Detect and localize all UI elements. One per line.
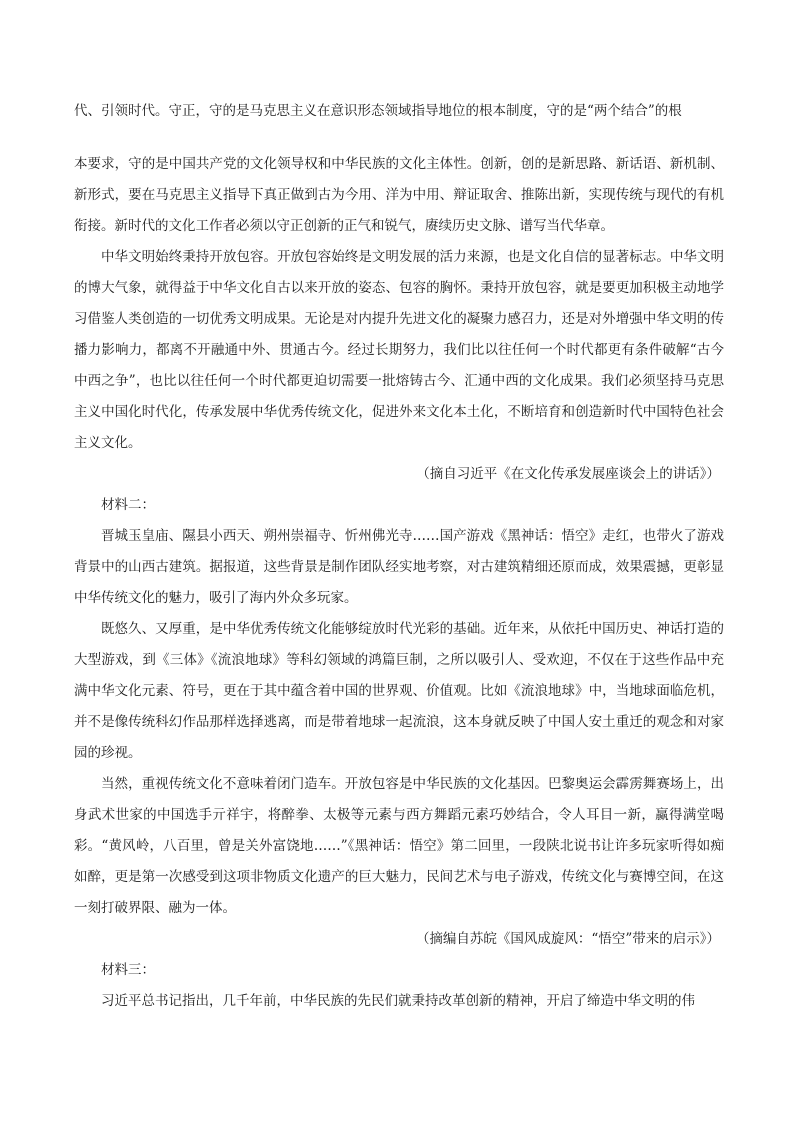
paragraph-5: 当然，重视传统文化不意味着闭门造车。开放包容是中华民族的文化基因。巴黎奥运会霹雳舞赛场上，出身武术世家的中国选手亓祥宇，将醉拳、太极等元素与西方舞蹈元素巧妙结合，令人耳目一新，赢得满堂喝彩。“黄风岭，八百里，曾是关外富饶地……”《黑神话：悟空》第二回里，一段陕北说书让许多玩家听得如痴如醉，更是第一次感受到这项非物质文化遗产的巨大魅力，民间艺术与电子游戏，传统文化与赛博空间，在这一刻打破界限、融为一体。 (74, 776, 724, 916)
paragraph-3: 晋城玉皇庙、隰县小西天、朔州崇福寺、忻州佛光寺……国产游戏《黑神话：悟空》走红，也带火了游戏背景中的山西古建筑。据报道，这些背景是制作团队经实地考察，对古建筑精细还原而成，效果震撼，更彰显中华传统文化的魅力，吸引了海内外众多玩家。 (74, 528, 724, 606)
source-citation-1: （摘自习近平《在文化传承发展座谈会上的讲话》） (416, 466, 720, 482)
paragraph-1-continued: 本要求，守的是中国共产党的文化领导权和中华民族的文化主体性。创新，创的是新思路、新话语、新机制、新形式，要在马克思主义指导下真正做到古为今用、洋为中用、辩证取舍、推陈出新，实现传统与现代的有机衔接。新时代的文化工作者必须以守正创新的正气和锐气，赓续历史文脉、谱写当代华章。 (74, 156, 724, 234)
source-citation-2: （摘编自苏皖《国风成旋风：“悟空”带来的启示》） (415, 931, 720, 947)
top-line-block (74, 96, 724, 127)
paragraph-6: 习近平总书记指出，几千年前，中华民族的先民们就秉持改革创新的精神，开启了缔造中华文明的伟 (101, 993, 695, 1009)
body-text (74, 149, 724, 1017)
top-line: 代、引领时代。守正，守的是马克思主义在意识形态领域指导地位的根本制度，守的是“两个结合”的根 (74, 103, 682, 119)
paragraph-2: 中华文明始终秉持开放包容。开放包容始终是文明发展的活力来源，也是文化自信的显著标志。中华文明的博大气象，就得益于中华文化自古以来开放的姿态、包容的胸怀。秉持开放包容，就是要更加积极主动地学习借鉴人类创造的一切优秀文明成果。无论是对内提升先进文化的凝聚力感召力，还是对外增强中华文明的传播力影响力，都离不开融通中外、贯通古今。经过长期努力，我们比以往任何一个时代都更有条件破解“古今中西之争”，也比以往任何一个时代都更迫切需要一批熔铸古今、汇通中西的文化成果。我们必须坚持马克思主义中国化时代化，传承发展中华优秀传统文化，促进外来文化本土化，不断培育和创造新时代中国特色社会主义文化。 (74, 249, 724, 451)
material-two-label: 材料二： (101, 497, 155, 513)
paragraph-4: 既悠久、又厚重，是中华优秀传统文化能够绽放时代光彩的基础。近年来，从依托中国历史、神话打造的大型游戏，到《三体》《流浪地球》等科幻领域的鸿篇巨制，之所以吸引人、受欢迎，不仅在于这些作品中充满中华文化元素、符号，更在于其中蕴含着中国的世界观、价值观。比如《流浪地球》中，当地球面临危机，并不是像传统科幻作品那样选择逃离，而是带着地球一起流浪，这本身就反映了中国人安土重迁的观念和对家园的珍视。 (74, 621, 724, 761)
material-three-label: 材料三： (101, 962, 155, 978)
